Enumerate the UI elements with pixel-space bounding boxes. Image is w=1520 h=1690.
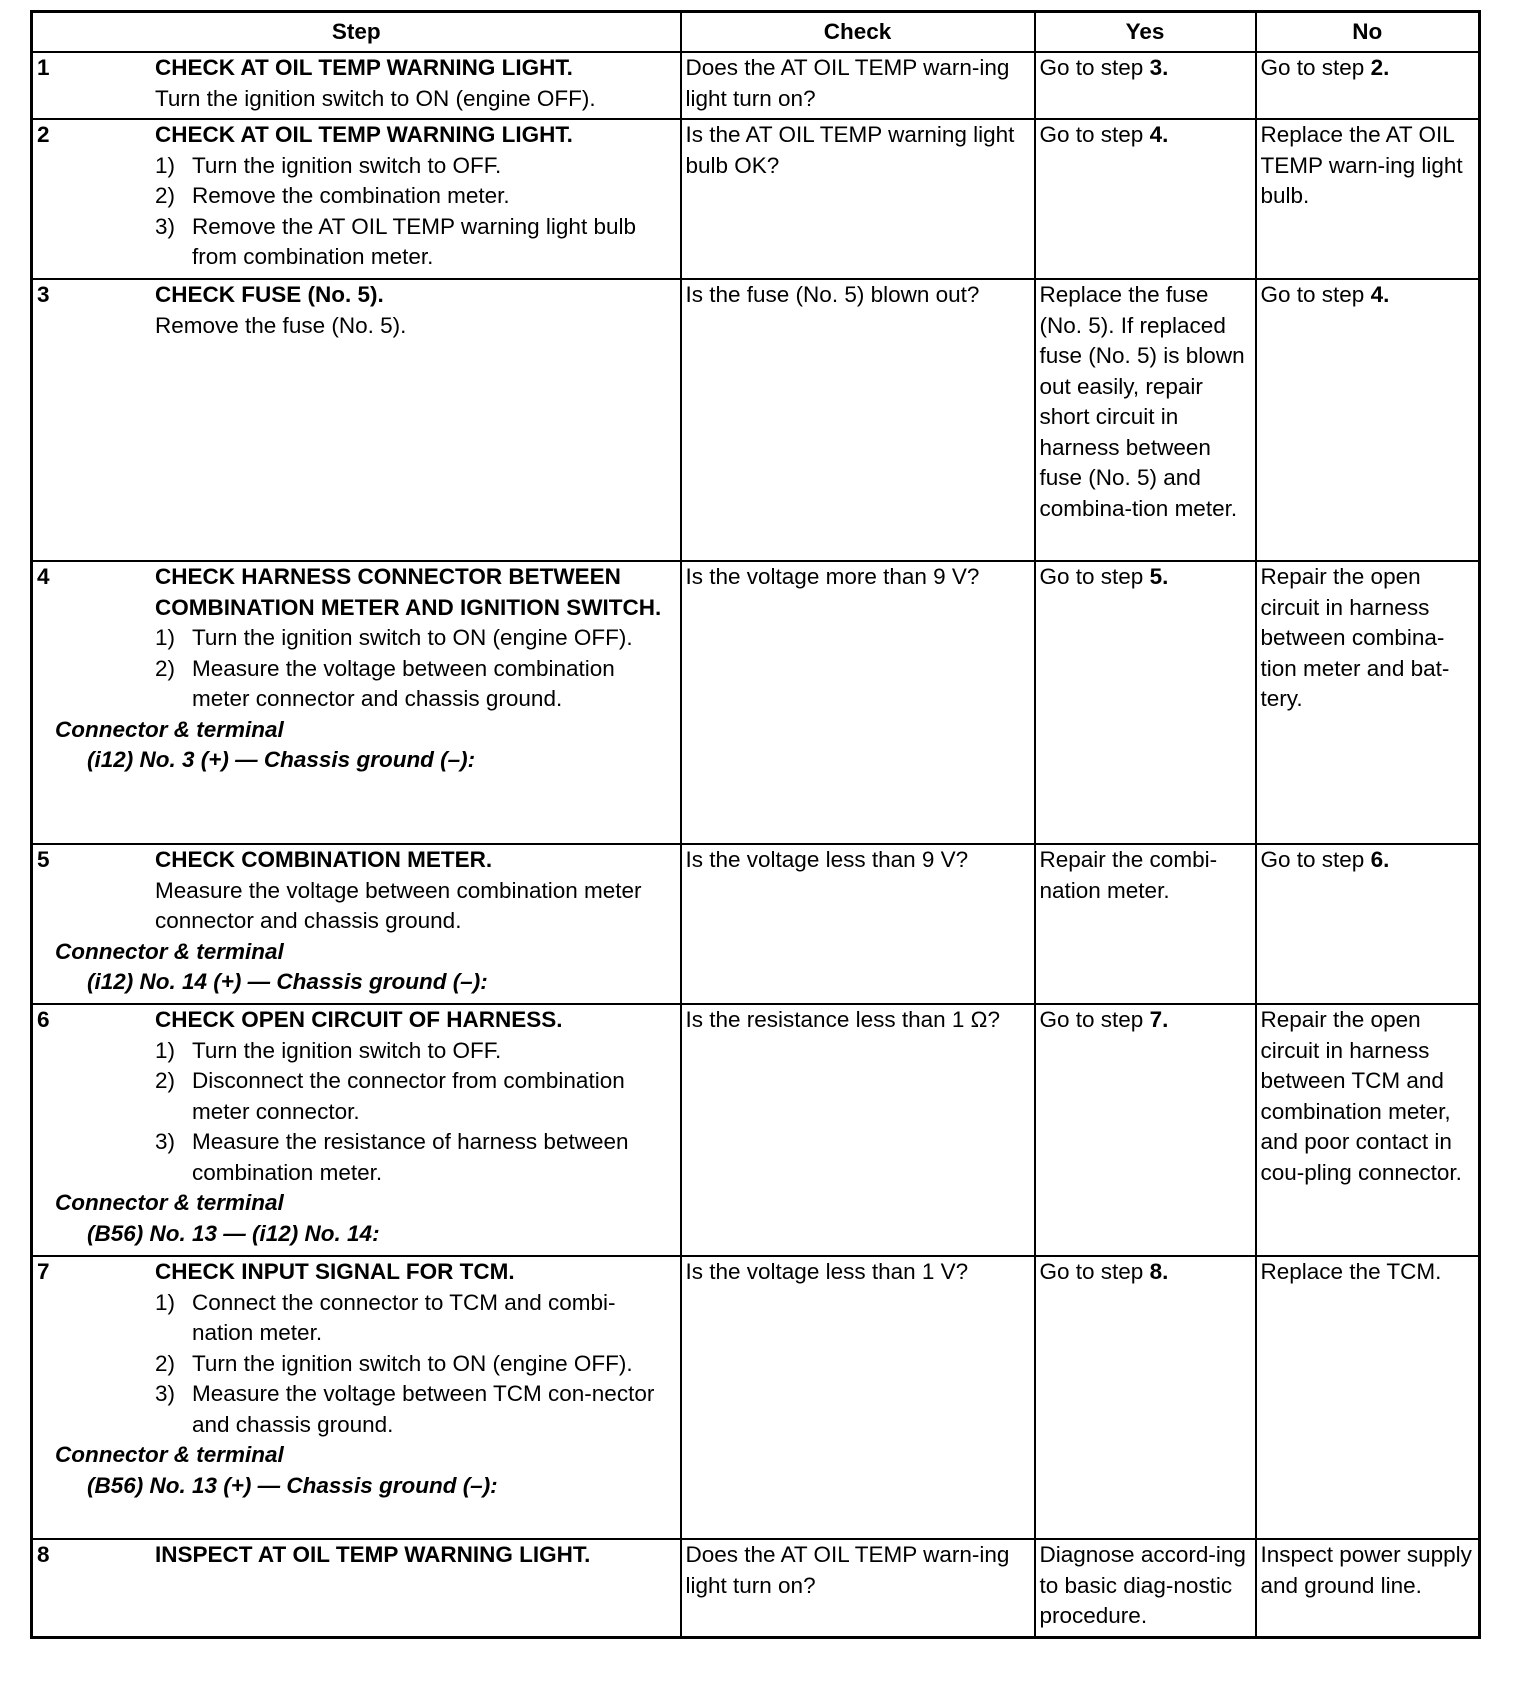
step-title: CHECK HARNESS CONNECTOR BETWEEN COMBINATION METER AND IGNITION SWITCH.	[155, 564, 662, 620]
no-cell: Repair the open circuit in harness between TCM and combination meter, and poor contact in cou-pling connector.	[1256, 1004, 1480, 1256]
no-cell	[1256, 52, 1480, 119]
header-no: No	[1256, 12, 1480, 53]
no-cell: Inspect power supply and ground line.	[1256, 1539, 1480, 1637]
diagnostic-table-page	[30, 10, 1478, 1639]
step-item: 3) Measure the resistance of harness between combination meter.	[155, 1129, 629, 1185]
no-step-ref: 2.	[1370, 55, 1390, 80]
step-text: Turn the ignition switch to ON (engine OFF).	[155, 85, 596, 111]
table-row	[32, 1256, 1480, 1539]
no-step-ref: 6.	[1370, 847, 1390, 872]
check-cell: Is the voltage less than 9 V?	[681, 844, 1035, 1004]
table-header-row	[32, 12, 1480, 53]
connector-label: Connector & terminal	[55, 938, 284, 964]
check-cell: Is the resistance less than 1 Ω?	[681, 1004, 1035, 1256]
yes-step-ref: 5.	[1149, 564, 1169, 589]
yes-step-ref: 3.	[1149, 55, 1169, 80]
step-cell	[32, 1256, 681, 1539]
step-title: INSPECT AT OIL TEMP WARNING LIGHT.	[155, 1542, 591, 1567]
yes-cell	[1035, 561, 1256, 844]
check-cell: Is the voltage more than 9 V?	[681, 561, 1035, 844]
step-title: CHECK OPEN CIRCUIT OF HARNESS.	[155, 1007, 563, 1032]
check-cell: Is the voltage less than 1 V?	[681, 1256, 1035, 1539]
yes-step-ref: 7.	[1149, 1007, 1169, 1032]
no-text: Go to step	[1260, 55, 1371, 80]
step-cell	[32, 1004, 681, 1256]
no-cell	[1256, 844, 1480, 1004]
step-item: 3) Measure the voltage between TCM con-nector and chassis ground.	[155, 1381, 655, 1437]
header-yes: Yes	[1035, 12, 1256, 53]
step-cell	[32, 844, 681, 1004]
step-item: 1) Turn the ignition switch to ON (engine OFF).	[155, 625, 633, 650]
connector-terminal: (i12) No. 14 (+) — Chassis ground (–):	[87, 969, 488, 994]
step-cell	[32, 52, 681, 119]
connector-terminal: (i12) No. 3 (+) — Chassis ground (–):	[87, 747, 476, 772]
yes-step-ref: 4.	[1149, 122, 1169, 147]
table-row	[32, 119, 1480, 279]
yes-cell	[1035, 119, 1256, 279]
yes-cell	[1035, 1256, 1256, 1539]
no-text: Go to step	[1260, 282, 1371, 307]
yes-step-ref: 8.	[1149, 1259, 1169, 1284]
yes-text: Go to step	[1039, 564, 1150, 589]
no-cell: Repair the open circuit in harness between combina-tion meter and bat-tery.	[1256, 561, 1480, 844]
no-step-ref: 4.	[1370, 282, 1390, 307]
yes-cell: Repair the combi-nation meter.	[1035, 844, 1256, 1004]
step-item: 2) Measure the voltage between combination meter connector and chassis ground.	[155, 655, 615, 711]
yes-text: Go to step	[1039, 122, 1150, 147]
step-item: 2) Turn the ignition switch to ON (engine OFF).	[155, 1350, 633, 1376]
check-cell: Does the AT OIL TEMP warn-ing light turn on?	[681, 1539, 1035, 1637]
step-number: 6	[37, 1007, 50, 1032]
step-title: CHECK AT OIL TEMP WARNING LIGHT.	[155, 55, 573, 80]
step-number: 4	[37, 564, 50, 589]
header-step: Step	[32, 12, 681, 53]
table-row	[32, 1539, 1480, 1637]
step-item: 3) Remove the AT OIL TEMP warning light bulb from combination meter.	[155, 213, 636, 269]
check-cell: Is the AT OIL TEMP warning light bulb OK?	[681, 119, 1035, 279]
table-row	[32, 279, 1480, 561]
no-cell: Replace the TCM.	[1256, 1256, 1480, 1539]
step-text: Remove the fuse (No. 5).	[155, 312, 407, 338]
no-cell: Replace the AT OIL TEMP warn-ing light bulb.	[1256, 119, 1480, 279]
step-number: 2	[37, 122, 50, 147]
step-number: 1	[37, 55, 50, 80]
step-title: CHECK AT OIL TEMP WARNING LIGHT.	[155, 122, 573, 147]
check-cell: Is the fuse (No. 5) blown out?	[681, 279, 1035, 561]
step-cell	[32, 561, 681, 844]
yes-text: Go to step	[1039, 1259, 1150, 1284]
step-item: 1) Connect the connector to TCM and combi-nation meter.	[155, 1289, 616, 1345]
connector-label: Connector & terminal	[55, 1190, 284, 1215]
connector-label: Connector & terminal	[55, 1442, 284, 1467]
step-cell	[32, 119, 681, 279]
step-number: 7	[37, 1259, 50, 1284]
yes-cell: Diagnose accord-ing to basic diag-nostic procedure.	[1035, 1539, 1256, 1637]
step-item: 1) Turn the ignition switch to OFF.	[155, 1037, 502, 1063]
step-number: 5	[37, 847, 50, 872]
step-item: 2) Disconnect the connector from combination meter connector.	[155, 1068, 625, 1124]
table-row	[32, 52, 1480, 119]
yes-text: Go to step	[1039, 55, 1150, 80]
step-cell	[32, 1539, 681, 1637]
no-text: Go to step	[1260, 847, 1371, 872]
no-cell	[1256, 279, 1480, 561]
yes-cell	[1035, 1004, 1256, 1256]
yes-cell: Replace the fuse (No. 5). If replaced fuse (No. 5) is blown out easily, repair short circuit in harness between fuse (No. 5) and combina-tion meter.	[1035, 279, 1256, 561]
check-cell: Does the AT OIL TEMP warn-ing light turn on?	[681, 52, 1035, 119]
table-row	[32, 1004, 1480, 1256]
step-cell	[32, 279, 681, 561]
connector-terminal: (B56) No. 13 (+) — Chassis ground (–):	[87, 1472, 498, 1498]
header-check: Check	[681, 12, 1035, 53]
step-item: 1) Turn the ignition switch to OFF.	[155, 152, 502, 178]
connector-label: Connector & terminal	[55, 716, 284, 742]
step-text: Measure the voltage between combination meter connector and chassis ground.	[155, 877, 642, 933]
step-title: CHECK INPUT SIGNAL FOR TCM.	[155, 1259, 515, 1284]
step-number: 3	[37, 282, 50, 307]
step-number: 8	[37, 1542, 50, 1567]
step-item: 2) Remove the combination meter.	[155, 183, 510, 208]
diagnostic-table	[30, 10, 1481, 1639]
step-title: CHECK COMBINATION METER.	[155, 847, 493, 872]
table-row	[32, 844, 1480, 1004]
table-row	[32, 561, 1480, 844]
yes-cell	[1035, 52, 1256, 119]
yes-text: Go to step	[1039, 1007, 1150, 1032]
connector-terminal: (B56) No. 13 — (i12) No. 14:	[87, 1220, 380, 1246]
step-title: CHECK FUSE (No. 5).	[155, 282, 384, 307]
